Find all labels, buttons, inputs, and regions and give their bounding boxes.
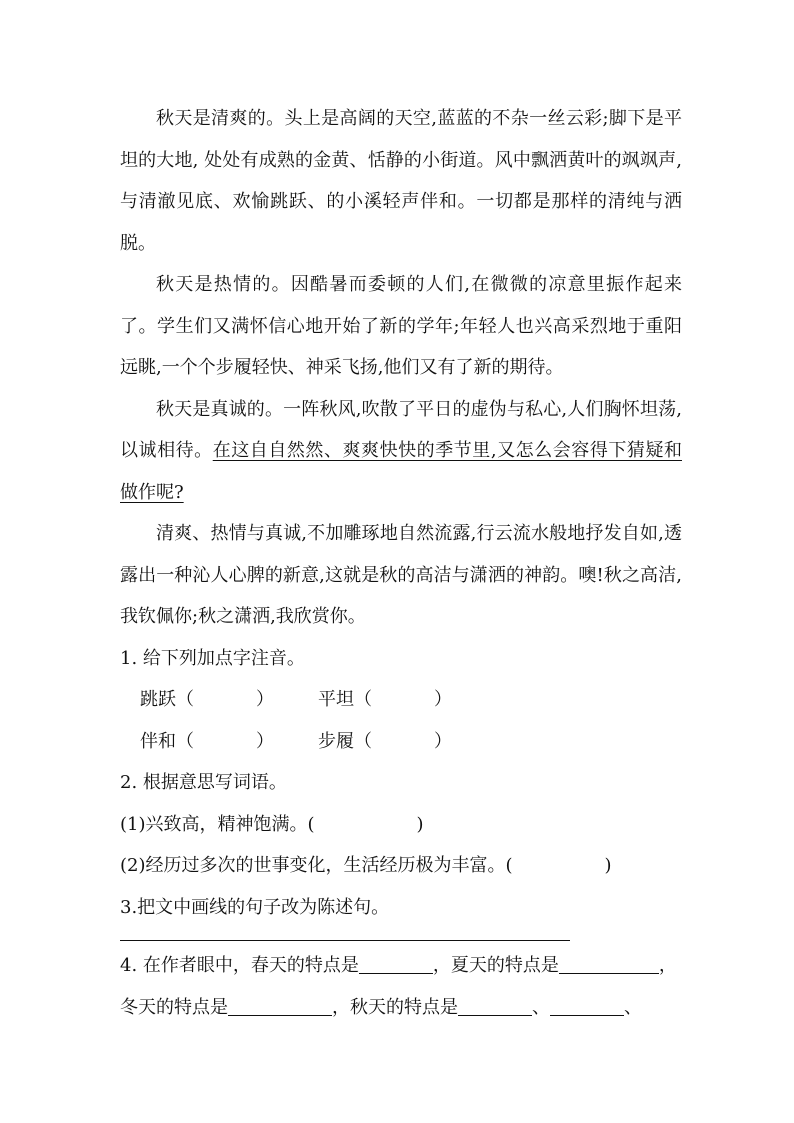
question-2-item-1[interactable]: (1)兴致高，精神饱满。( ) bbox=[120, 813, 424, 835]
pinyin-row-2 bbox=[120, 721, 682, 763]
question-4-line-2: 冬天的特点是 ，秋天的特点是 、 、 bbox=[120, 996, 642, 1018]
underlined-sentence: 在这自自然然、爽爽快快的季节里,又怎么会容得下猜疑和做作呢? bbox=[120, 440, 682, 503]
question-3-answer-line[interactable] bbox=[120, 940, 570, 941]
summer-feature-blank[interactable] bbox=[559, 953, 659, 974]
question-1-title: 1. 给下列加点字注音。 bbox=[120, 647, 305, 669]
pinyin-item-banhe[interactable]: 伴和（ ） bbox=[140, 730, 274, 752]
passage-paragraph-3 bbox=[120, 389, 682, 514]
pinyin-row-1 bbox=[120, 679, 682, 721]
autumn-feature-blank-1[interactable] bbox=[458, 995, 532, 1016]
question-4-line-1: 4. 在作者眼中，春天的特点是 ，夏天的特点是 ， bbox=[120, 955, 677, 976]
question-3-title: 3.把文中画线的句子改为陈述句。 bbox=[120, 896, 390, 918]
passage-paragraph-4: 清爽、热情与真诚,不加雕琢地自然流露,行云流水般地抒发自如,透露出一种沁人心脾的新意,这就是秋的高洁与潇洒的神韵。噢!秋之高洁,我钦佩你;秋之潇洒,我欣赏你。 bbox=[120, 523, 682, 627]
question-2-item-2[interactable]: (2)经历过多次的世事变化，生活经历极为丰富。( ) bbox=[120, 855, 612, 876]
pinyin-item-pingtan[interactable]: 平坦（ ） bbox=[318, 689, 452, 710]
autumn-feature-blank-2[interactable] bbox=[550, 995, 624, 1016]
passage-paragraph-2: 秋天是热情的。因酷暑而委顿的人们,在微微的凉意里振作起来了。学生们又满怀信心地开始了新的学年;年轻人也兴高采烈地于重阳远眺,一个个步履轻快、神采飞扬,他们又有了新的期待。 bbox=[120, 274, 682, 378]
winter-feature-blank[interactable] bbox=[228, 995, 332, 1016]
passage-paragraph-1: 秋天是清爽的。头上是高阔的天空,蓝蓝的不杂一丝云彩;脚下是平坦的大地, 处处有成熟的金黄、恬静的小街道。风中飘洒黄叶的飒飒声,与清澈见底、欢愉跳跃、的小溪轻声伴和。一切都是那样的清纯与洒脱。 bbox=[120, 108, 682, 254]
passage-paragraph-3-text: 秋天是真诚的。一阵秋风,吹散了平日的虚伪与私心,人们胸怀坦荡,以诚相待。 bbox=[120, 398, 682, 461]
question-2-title: 2. 根据意思写词语。 bbox=[120, 772, 287, 793]
pinyin-item-tiaoyue[interactable]: 跳跃（ ） bbox=[140, 689, 274, 710]
worksheet-page bbox=[120, 98, 682, 1028]
pinyin-item-bulv[interactable]: 步履（ ） bbox=[318, 730, 452, 752]
spring-feature-blank[interactable] bbox=[359, 953, 433, 974]
